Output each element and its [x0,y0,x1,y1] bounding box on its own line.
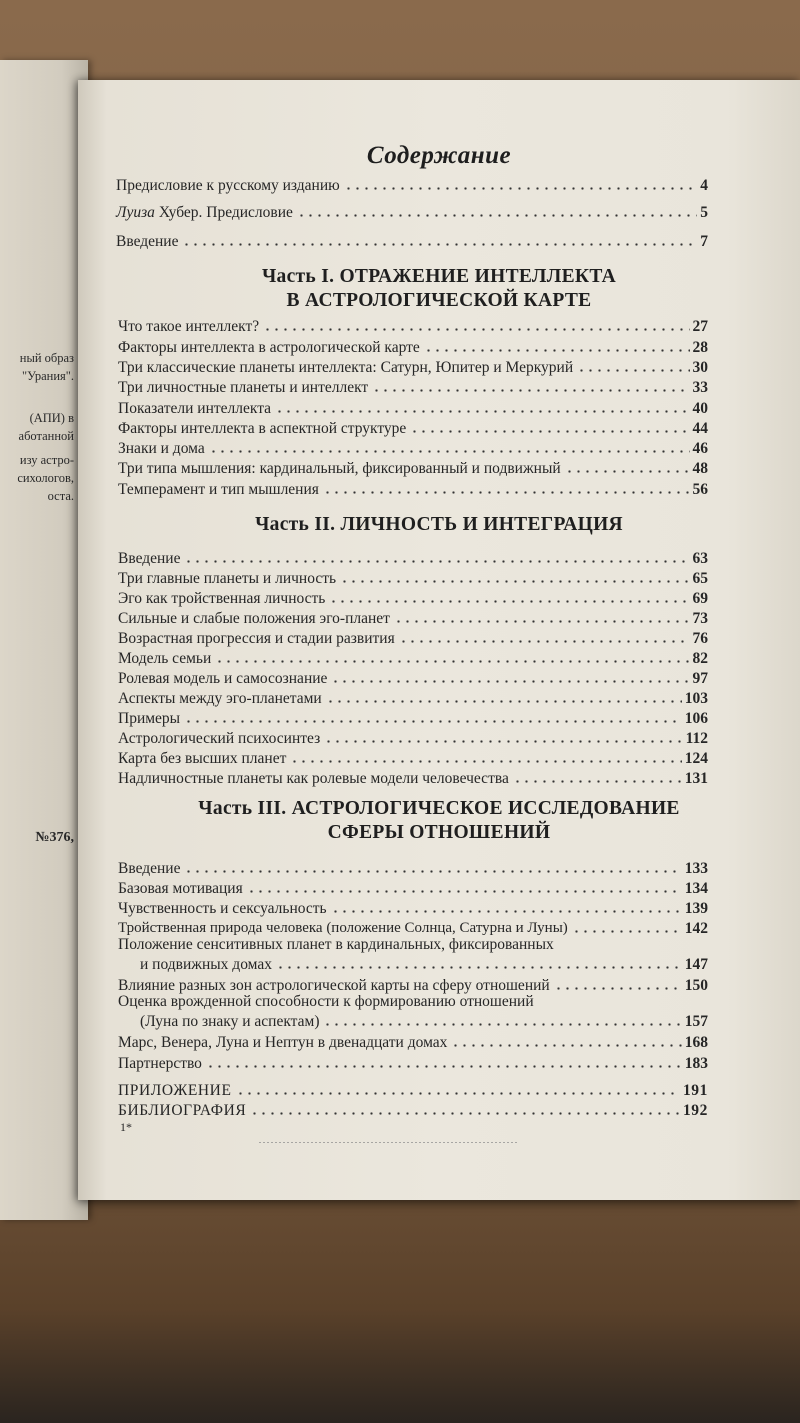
toc-entry-text-line1: Положение сенситивных планет в кардинальных, фиксированных [118,936,554,953]
dot-leader [297,214,697,217]
toc-entry [118,728,708,748]
dot-leader [184,560,689,563]
toc-page-number: 30 [692,359,708,376]
dot-leader [215,660,689,663]
toc-page-number: 4 [700,177,708,194]
dot-leader [182,243,697,246]
toc-entry [118,479,708,499]
toc-page-number: 112 [685,730,708,747]
toc-entry [118,898,708,918]
toc-entry-text: Луиза Хубер. Предисловие [116,204,293,221]
toc-entry-text: Предисловие к русскому изданию [116,177,340,194]
toc-entry-text-line1: Оценка врожденной способности к формированию отношений [118,993,534,1010]
toc-entry [118,568,708,588]
toc-entry [118,628,708,648]
toc-page-number: 157 [684,1013,708,1030]
toc-page-number: 69 [692,590,708,607]
toc-entry-text: (Луна по знаку и аспектам) [140,1013,320,1030]
toc-entry [118,608,708,628]
left-page-fragment: №376, [35,830,74,845]
toc-page-number: 27 [692,318,708,335]
toc-entry-text: Сильные и слабые положения эго-планет [118,610,390,627]
toc-entry-text: Три личностные планеты и интеллект [118,379,369,396]
toc-page-number: 147 [684,956,708,973]
dot-leader [250,1112,680,1115]
toc-entry-text: Базовая мотивация [118,880,243,897]
dot-leader [344,187,698,190]
toc-entry-text: и подвижных домах [140,956,272,973]
toc-entry [116,202,708,222]
toc-entry [118,588,708,608]
toc-entry-text: Чувственность и сексуальность [118,900,327,917]
part-heading: Часть II. ЛИЧНОСТЬ И ИНТЕГРАЦИЯ [255,514,623,535]
part-heading: Часть III. АСТРОЛОГИЧЕСКОЕ ИССЛЕДОВАНИЕ [198,798,680,819]
toc-entry [140,1011,708,1031]
toc-page-number: 183 [684,1055,708,1072]
toc-entry-text: Три главные планеты и личность [118,570,337,587]
dot-leader [329,600,689,603]
toc-page-number: 76 [692,630,708,647]
signature-mark: 1* [120,1120,132,1134]
toc-entry-text: Модель семьи [118,650,212,667]
toc-entry-text: Факторы интеллекта в астрологической карте [118,339,420,356]
toc-entry [118,377,708,397]
toc-entry [118,1032,708,1052]
toc-entry [116,231,708,251]
toc-entry-text: Тройственная природа человека (положение Солнца, Сатурна и Луны) [118,920,568,936]
dot-leader [394,620,690,623]
toc-entry-text: Факторы интеллекта в аспектной структуре [118,420,407,437]
toc-page-number: 7 [700,233,708,250]
toc-page-number: 168 [684,1034,708,1051]
toc-entry [118,398,708,418]
toc-page-number: 192 [682,1102,708,1119]
left-page-fragment: ный образ [19,351,74,365]
dot-leader [372,389,689,392]
dot-leader [577,369,689,372]
toc-page-number: 56 [692,481,708,498]
toc-entry-text: Введение [118,550,181,567]
toc-page-number: 142 [684,920,708,937]
dot-leader [410,430,689,433]
dot-leader [554,987,682,990]
toc-entry-text: Марс, Венера, Луна и Нептун в двенадцати домах [118,1034,448,1051]
left-page-fragment: (АПИ) в [29,411,74,425]
toc-page-number: 139 [684,900,708,917]
dot-leader [331,680,689,683]
part-heading: СФЕРЫ ОТНОШЕНИЙ [327,822,551,843]
author-name: Луиза [116,204,155,221]
page-title: Содержание [366,142,512,169]
toc-page-number: 131 [684,770,708,787]
dot-leader [247,890,682,893]
toc-entry-text: Карта без высших планет [118,750,287,767]
dot-leader [340,580,689,583]
toc-page-number: 48 [692,460,708,477]
left-page-fragment: сихологов, [17,471,74,485]
toc-entry-text: Возрастная прогрессия и стадии развития [118,630,395,647]
toc-entry-text: Эго как тройственная личность [118,590,326,607]
toc-entry-text: Надличностные планеты как ролевые модели человечества [118,770,509,787]
toc-entry [118,438,708,458]
toc-page-number: 133 [684,860,708,877]
toc-entry [118,316,708,336]
toc-page-number: 46 [692,440,708,457]
dot-leader [326,700,682,703]
dot-leader [206,1065,682,1068]
toc-entry-text: Три классические планеты интеллекта: Сатурн, Юпитер и Меркурий [118,359,574,376]
left-page-fragment: оста. [47,489,74,503]
toc-page-number: 103 [684,690,708,707]
part-heading: В АСТРОЛОГИЧЕСКОЙ КАРТЕ [286,290,592,311]
dot-leader [184,720,682,723]
dot-leader [275,410,689,413]
toc-page-number: 134 [684,880,708,897]
toc-page-number: 124 [684,750,708,767]
toc-entry-text: Партнерство [118,1055,202,1072]
dot-leader [209,450,690,453]
toc-page-number: 63 [692,550,708,567]
toc-entry-text: ПРИЛОЖЕНИЕ [118,1082,232,1099]
toc-entry [118,688,708,708]
left-page-fragment: аботанной [18,429,74,443]
dot-leader [331,910,682,913]
toc-entry-text: Ролевая модель и самосознание [118,670,328,687]
toc-entry [118,648,708,668]
toc-entry [118,858,708,878]
dot-leader [290,760,681,763]
toc-entry [118,1100,708,1120]
toc-entry-text: Введение [116,233,179,250]
toc-page-number: 40 [692,400,708,417]
toc-entry-text: Что такое интеллект? [118,318,260,335]
toc-entry [118,357,708,377]
dot-leader [424,349,690,352]
toc-entry [118,768,708,788]
toc-page-number: 97 [692,670,708,687]
toc-entry-text: Введение [118,860,181,877]
dot-leader [399,640,690,643]
left-page-fragment: изу астро- [19,453,74,467]
left-page-edge [0,60,88,1220]
dot-leader [572,930,682,933]
toc-entry [118,458,708,478]
toc-page-number: 5 [700,204,708,221]
toc-entry [118,1080,708,1100]
dot-leader [324,740,682,743]
dot-leader [236,1092,680,1095]
toc-entry [118,548,708,568]
toc-page-number: 106 [684,710,708,727]
toc-entry-text: Показатели интеллекта [118,400,272,417]
dot-leader [565,470,690,473]
toc-entry-text: Темперамент и тип мышления [118,481,319,498]
toc-entry-text: Три типа мышления: кардинальный, фиксированный и подвижный [118,460,561,477]
toc-entry [118,668,708,688]
toc-entry [118,1053,708,1073]
book-page [78,80,800,1200]
toc-entry [116,175,708,195]
toc-entry-text: Знаки и дома [118,440,205,457]
toc-page-number: 191 [682,1082,708,1099]
dot-leader [263,328,689,331]
toc-entry [118,748,708,768]
toc-entry-text: Примеры [118,710,181,727]
toc-entry [140,954,708,974]
toc-page-number: 73 [692,610,708,627]
left-page-fragment: "Урания". [21,369,74,383]
toc-page-number: 44 [692,420,708,437]
dot-leader [184,870,681,873]
toc-entry [118,708,708,728]
dot-leader [323,1023,681,1026]
dot-leader [513,780,682,783]
toc-page-number: 82 [692,650,708,667]
toc-page-number: 150 [684,977,708,994]
toc-page-number: 65 [692,570,708,587]
toc-page-number: 33 [692,379,708,396]
footer-dotted-rule [258,1142,518,1143]
toc-entry [118,337,708,357]
part-heading: Часть I. ОТРАЖЕНИЕ ИНТЕЛЛЕКТА [261,266,617,287]
toc-entry-text: Астрологический психосинтез [118,730,321,747]
dot-leader [276,966,682,969]
toc-entry-text: Аспекты между эго-планетами [118,690,322,707]
dot-leader [323,491,690,494]
toc-entry-text: Влияние разных зон астрологической карты на сферу отношений [118,977,550,994]
toc-entry [118,878,708,898]
dot-leader [451,1044,681,1047]
toc-entry-text: БИБЛИОГРАФИЯ [118,1102,247,1119]
toc-entry [118,418,708,438]
toc-page-number: 28 [692,339,708,356]
